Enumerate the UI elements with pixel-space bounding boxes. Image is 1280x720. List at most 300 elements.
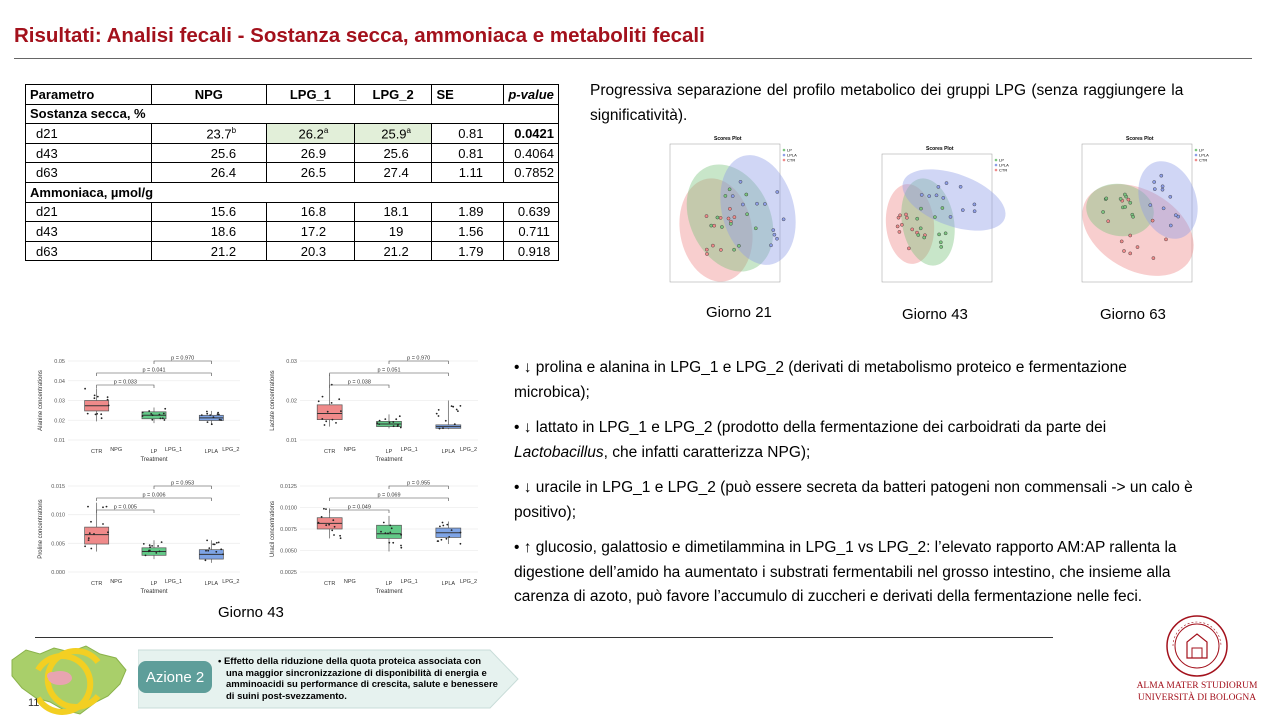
score-plot-title: Scores Plot [714,136,742,142]
jitter-point [452,406,454,408]
cell-se: 1.89 [432,202,504,222]
jitter-point [220,548,222,550]
cell-lpg2: 18.1 [354,202,432,222]
jitter-point [84,545,86,547]
jitter-point [161,541,163,543]
table-row [26,143,559,163]
group-overlay-label: LPG_1 [164,579,183,585]
jitter-point [325,420,327,422]
group-overlay-label: LPG_2 [459,579,478,585]
jitter-point [460,543,462,545]
jitter-point [385,532,387,534]
azione-description: • Effetto della riduzione della quota proteica associata con una maggior sincronizzazione di disponibilità di energia e amminoacidi su performance di crescita, salute e benessere di suini post-svezzamento. [218,656,498,702]
jitter-point [207,421,209,423]
boxplot-svg [30,343,250,468]
cell-se: 0.81 [432,124,504,144]
jitter-point [322,396,324,398]
score-point [1161,185,1164,188]
score-point [1122,249,1125,252]
header-lpg1: LPG_1 [267,85,355,105]
section-label: Ammoniaca, µmol/g [26,182,559,202]
jitter-point [152,414,154,416]
jitter-point [324,424,326,426]
score-point [733,248,736,251]
jitter-point [387,533,389,535]
score-point [1174,214,1177,217]
jitter-point [89,532,91,534]
x-tick-label: LP [385,449,393,455]
score-point [945,182,948,185]
jitter-point [318,522,320,524]
table-section-row [26,182,559,202]
score-point [746,213,749,216]
score-point [727,217,730,220]
jitter-point [437,540,439,542]
jitter-point [206,540,208,542]
jitter-point [222,553,224,555]
jitter-point [340,410,342,412]
score-point [720,225,723,228]
p-value-label: p = 0.006 [142,492,166,499]
y-tick-label: 0.0100 [280,505,297,512]
group-overlay-label: NPG [110,447,123,453]
jitter-point [90,548,92,550]
jitter-point [213,416,215,418]
jitter-point [206,413,208,415]
score-point [739,180,742,183]
legend-label: CTR [999,167,1008,173]
jitter-point [88,539,90,541]
cell-npg: 23.7$^b$ [151,124,267,144]
score-point [1127,198,1130,201]
cell-day: d43 [26,143,152,163]
legend-label: LPLA [787,152,797,158]
score-point [896,225,899,228]
y-tick-label: 0.0075 [280,527,297,533]
intro-text: Progressiva separazione del profilo metabolico dei gruppi LPG (senza raggiungere la significatività). [590,82,1184,124]
boxplot-panel-1 [30,343,250,473]
table-row [26,241,559,261]
x-axis-label: Treatment [140,589,168,595]
score-point [1153,188,1156,191]
jitter-point [217,412,219,414]
score-point [919,207,922,210]
jitter-point [102,506,104,508]
score-point [719,248,722,251]
score-point [917,233,920,236]
score-point [1123,193,1126,196]
score-plot-2 [860,140,1020,300]
score-point [911,228,914,231]
finding-item: • ↓ prolina e alanina in LPG_1 e LPG_2 (derivati di metabolismo proteico e fermentazione microbica); [514,359,1127,401]
score-point [745,193,748,196]
score-point [716,216,719,219]
score-point [769,244,772,247]
jitter-point [339,535,341,537]
p-value-label: p = 0.970 [407,355,431,362]
score-point [916,217,919,220]
jitter-point [327,411,329,413]
jitter-point [208,547,210,549]
cell-npg: 15.6 [151,202,267,222]
cell-pvalue: 0.711 [504,222,559,242]
jitter-point [148,410,150,412]
y-axis-label: Alanine concentrations [38,370,44,431]
jitter-point [206,411,208,413]
jitter-point [151,545,153,547]
cell-se: 1.11 [432,163,504,183]
x-tick-label: LPLA [441,581,456,587]
legend-label: LP [787,147,792,153]
score-plot-svg [860,140,1020,300]
x-tick-label: CTR [91,581,103,587]
x-tick-label: CTR [324,449,336,455]
score-plot-svg [1060,130,1220,300]
jitter-point [335,422,337,424]
group-overlay-label: LPG_1 [400,579,418,585]
group-overlay-label: LPG_1 [400,447,418,453]
score-plot-1 [648,130,808,300]
score-point [1164,238,1167,241]
x-axis-label: Treatment [375,589,403,595]
jitter-point [149,544,151,546]
jitter-point [143,543,145,545]
jitter-point [150,413,152,415]
score-point [737,244,740,247]
score-point [711,244,714,247]
table-header-row [26,85,559,105]
y-axis-label: Uracil concentrations [270,500,276,558]
score-point [729,222,732,225]
jitter-point [207,550,209,552]
boxplot-panel-4 [262,468,488,605]
jitter-point [107,531,109,533]
legend-marker [783,159,786,162]
score-plot-svg [648,130,808,300]
jitter-point [389,422,391,424]
jitter-point [397,424,399,426]
score-point [773,233,776,236]
jitter-point [383,522,385,524]
p-value-label: p = 0.005 [113,504,137,511]
score-point [1124,205,1127,208]
y-tick-label: 0.015 [51,484,65,490]
score-point [961,209,964,212]
y-tick-label: 0.005 [51,541,65,548]
p-value-label: p = 0.955 [407,480,431,487]
score-plot-3 [1060,130,1220,300]
jitter-point [95,414,97,416]
legend-marker [1195,149,1198,152]
jitter-point [323,508,325,510]
jitter-point [331,530,333,532]
score-point [940,245,943,248]
cell-lpg1: 26.5 [267,163,355,183]
y-tick-label: 0.0025 [280,570,297,576]
jitter-point [325,524,327,526]
title-divider [14,58,1252,59]
score-point [1149,204,1152,207]
p-value-label: p = 0.953 [171,480,195,487]
jitter-point [442,525,444,527]
jitter-point [321,418,323,420]
cell-pvalue: 0.0421 [504,124,559,144]
cell-pvalue: 0.918 [504,241,559,261]
cell-se: 0.81 [432,143,504,163]
table-row [26,124,559,144]
x-axis-label: Treatment [140,457,168,463]
jitter-point [331,402,333,404]
cell-pvalue: 0.4064 [504,143,559,163]
jitter-point [389,525,391,527]
group-overlay-label: NPG [343,447,356,453]
legend-label: LPLA [1199,152,1209,158]
p-value-label: p = 0.069 [377,492,401,499]
p-value-label: p = 0.041 [142,367,166,374]
y-tick-label: 0.02 [54,418,65,425]
cell-lpg2: 27.4 [354,163,432,183]
jitter-point [108,405,110,407]
score-point [1129,234,1132,237]
jitter-point [149,546,151,548]
score-point [731,195,734,198]
jitter-point [90,521,92,523]
jitter-point [338,398,340,400]
slide-title: Risultati: Analisi fecali - Sostanza secca, ammoniaca e metaboliti fecali [14,24,705,47]
jitter-point [391,527,393,529]
section-label: Sostanza secca, % [26,104,559,124]
jitter-point [151,419,153,421]
jitter-point [201,414,203,416]
cell-day: d21 [26,124,152,144]
y-tick-label: 0.05 [54,359,65,365]
jitter-point [451,405,453,407]
score-point [904,213,907,216]
jitter-point [157,545,159,547]
cell-lpg1: 26.2$^a$ [267,124,355,144]
cell-lpg1: 26.9 [267,143,355,163]
score-point [1162,207,1165,210]
jitter-point [436,413,438,415]
jitter-point [441,539,443,541]
jitter-point [460,532,462,534]
jitter-point [159,414,161,416]
jitter-point [378,423,380,425]
score-point [1136,246,1139,249]
score-point [928,195,931,198]
group-overlay-label: NPG [110,579,123,585]
jitter-point [388,542,390,544]
box-ctr [85,527,109,544]
jitter-point [145,555,147,557]
jitter-point [142,415,144,417]
region-map-logo [8,640,133,720]
y-axis-label: Proline concentrations [38,499,44,559]
box-ctr [317,405,342,420]
header-parametro: Parametro [26,85,152,105]
boxplot-caption: Giorno 43 [218,604,284,621]
cell-day: d43 [26,222,152,242]
legend-label: LP [999,157,1004,163]
caption-giorno-21: Giorno 21 [706,304,772,321]
jitter-point [162,417,164,419]
y-tick-label: 0.03 [286,359,297,365]
jitter-point [332,519,334,521]
jitter-point [456,409,458,411]
finding-item: • ↓ uracile in LPG_1 e LPG_2 (può essere secreta da batteri patogeni non commensali -> un calo è positivo); [514,479,1193,521]
score-point [728,207,731,210]
jitter-point [460,405,462,407]
jitter-point [163,413,165,415]
score-point [1105,197,1108,200]
page-number: 11 [28,697,40,709]
table-section-row [26,104,559,124]
jitter-point [159,551,161,553]
jitter-point [107,399,109,401]
group-overlay-label: NPG [343,579,356,585]
jitter-point [392,542,394,544]
cell-lpg2: 25.6 [354,143,432,163]
cell-lpg2: 21.2 [354,241,432,261]
jitter-point [376,422,378,424]
jitter-point [87,506,89,508]
x-tick-label: CTR [91,449,103,455]
jitter-point [439,526,441,528]
p-value-label: p = 0.049 [347,504,371,511]
finding-item: • ↑ glucosio, galattosio e dimetilammina in LPG_1 vs LPG_2: l’elevato rapporto AM:AP rallenta la digestione dell’amido ha aumentato i substrati fermentabili nel grosso intestino, che insieme alla carenza di azoto, può favore l’accumulo di zuccheri e derivati della fermentazione nelle feci. [514,539,1177,605]
legend-marker [995,164,998,167]
score-point [1119,197,1122,200]
boxplot-svg [262,468,488,600]
score-point [942,196,945,199]
y-tick-label: 0.01 [54,438,65,444]
score-point [733,216,736,219]
jitter-point [142,412,144,414]
jitter-point [389,532,391,534]
score-point [919,227,922,230]
p-value-label: p = 0.970 [171,355,195,362]
score-point [1132,215,1135,218]
score-point [1107,220,1110,223]
jitter-point [454,423,456,425]
score-point [710,224,713,227]
jitter-point [457,410,459,412]
cell-pvalue: 0.639 [504,202,559,222]
score-point [973,203,976,206]
score-point [705,215,708,218]
jitter-point [318,400,320,402]
jitter-point [107,396,109,398]
score-point [755,202,758,205]
score-point [898,230,901,233]
score-point [923,236,926,239]
score-point [1120,240,1123,243]
score-point [776,190,779,193]
results-table [25,84,559,261]
jitter-point [380,531,382,533]
jitter-point [442,427,444,429]
score-plot-title: Scores Plot [926,146,954,152]
y-tick-label: 0.000 [51,570,65,576]
legend-marker [995,159,998,162]
score-point [905,216,908,219]
score-point [754,227,757,230]
jitter-point [219,419,221,421]
score-point [1102,210,1105,213]
caption-giorno-43: Giorno 43 [902,306,968,323]
jitter-point [97,396,99,398]
score-point [933,216,936,219]
score-point [944,232,947,235]
cell-npg: 18.6 [151,222,267,242]
y-tick-label: 0.010 [51,512,65,519]
p-value-label: p = 0.038 [347,379,371,386]
jitter-point [442,522,444,524]
jitter-point [160,418,162,420]
legend-marker [995,169,998,172]
jitter-point [400,547,402,549]
score-point [741,203,744,206]
jitter-point [101,417,103,419]
university-name: ALMA MATER STUDIORUM UNIVERSITÀ DI BOLOGNA [1136,681,1258,703]
score-point [1169,224,1172,227]
p-value-label: p = 0.033 [113,379,137,386]
jitter-point [87,413,89,415]
jitter-point [84,388,86,390]
cell-npg: 26.4 [151,163,267,183]
jitter-point [400,427,402,429]
score-point [937,185,940,188]
boxplot-svg [262,343,488,468]
x-tick-label: LPLA [204,581,219,587]
jitter-point [451,529,453,531]
score-point [907,247,910,250]
x-tick-label: LP [150,449,158,455]
jitter-point [325,508,327,510]
footer-divider [35,637,1053,638]
legend-label: LP [1199,147,1204,153]
score-point [1161,188,1164,191]
score-point [724,194,727,197]
jitter-point [399,415,401,417]
jitter-point [438,415,440,417]
y-tick-label: 0.0050 [280,548,297,555]
jitter-point [333,534,335,536]
score-point [941,206,944,209]
cell-lpg1: 17.2 [267,222,355,242]
group-overlay-label: LPG_2 [459,447,478,453]
table-row [26,163,559,183]
legend-label: CTR [787,157,796,163]
y-tick-label: 0.0125 [280,484,297,490]
y-tick-label: 0.02 [286,398,297,405]
x-tick-label: LPLA [204,449,219,455]
score-point [949,215,952,218]
jitter-point [334,526,336,528]
score-point [705,248,708,251]
x-tick-label: LPLA [441,449,456,455]
jitter-point [400,545,402,547]
group-overlay-label: LPG_2 [222,579,240,585]
legend-marker [1195,154,1198,157]
cell-npg: 21.2 [151,241,267,261]
legend-marker [783,154,786,157]
finding-item: • ↓ lattato in LPG_1 e LPG_2 (prodotto della fermentazione dei carboidrati da parte dei Lactobacillus, che infatti caratterizza NPG); [514,419,1107,461]
score-point [973,210,976,213]
findings-list [514,356,1204,610]
jitter-point [445,420,447,422]
header-lpg2: LPG_2 [354,85,432,105]
